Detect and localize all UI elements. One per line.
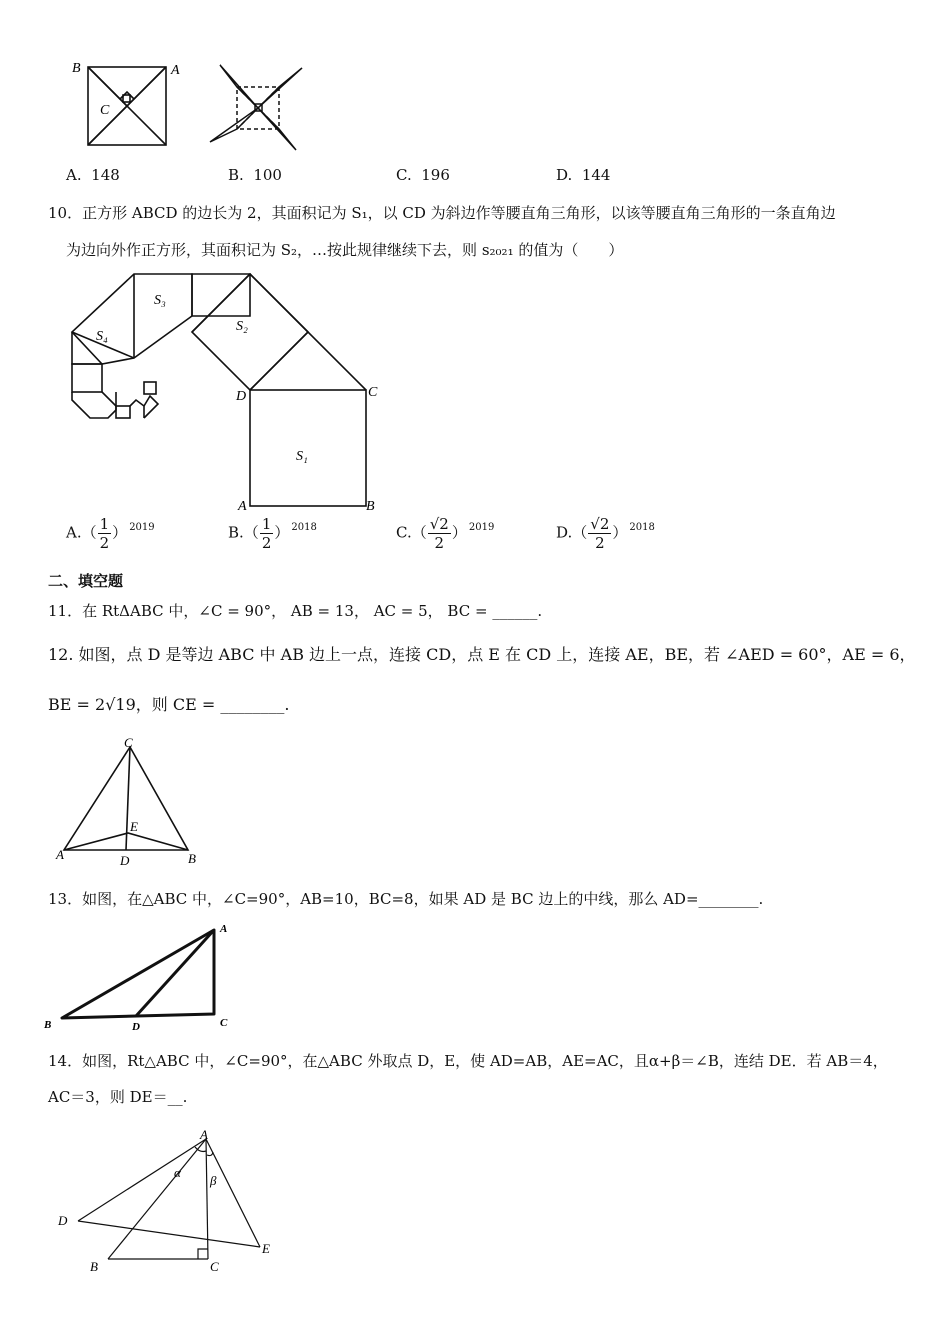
q9-figure-square (60, 55, 190, 155)
q14-figure (50, 1125, 290, 1280)
q9-option-c[interactable]: C. 196 (396, 166, 450, 184)
q10-question-line1: 10．正方形 ABCD 的边长为 2，其面积记为 S₁，以 CD 为斜边作等腰直角三角形，以该等腰直角三角形的一条直角边 (48, 204, 836, 222)
q10-label-S1: S₁ (296, 449, 308, 464)
q10-option-a[interactable]: A.（ $\frac{1}{2}$ ） $^{2019}$ (66, 515, 155, 552)
q13-label-C: C (220, 1017, 228, 1029)
q12-label-E: E (130, 819, 138, 834)
section-heading: 二、填空题 (48, 572, 124, 590)
q12-label-A: A (56, 847, 64, 862)
q9-figure-pinwheel (200, 60, 310, 155)
q10-label-D: D (236, 389, 247, 404)
q10-option-c[interactable]: C.（ $\frac{√2}{2}$ ） $^{2019}$ (396, 515, 495, 552)
q13-label-B: B (44, 1019, 52, 1031)
q10-option-d[interactable]: D.（ $\frac{√2}{2}$ ） $^{2018}$ (556, 515, 655, 552)
q10-option-b[interactable]: B.（ $\frac{1}{2}$ ） $^{2018}$ (228, 515, 317, 552)
q13-label-D: D (132, 1021, 140, 1033)
q12-question-line2: BE = 2√19，则 CE = ________. (48, 695, 290, 714)
q12-label-B: B (188, 851, 196, 866)
q13-question: 13．如图，在△ABC 中，∠C=90°，AB=10，BC=8，如果 AD 是 BC 边上的中线，那么 AD=________. (48, 890, 764, 908)
q10-label-S2: S₂ (236, 319, 248, 334)
q14-question-line1: 14．如图，Rt△ABC 中，∠C=90°，在△ABC 外取点 D，E，使 AD=AB，AE=AC，且α+β＝∠B，连结 DE．若 AB＝4， (48, 1052, 888, 1070)
q14-label-C: C (210, 1259, 219, 1274)
q11-question: 11．在 RtΔABC 中，∠C = 90°， AB = 13， AC = 5， BC = ______. (48, 602, 543, 620)
q9-option-b[interactable]: B. 100 (228, 166, 282, 184)
q9-option-d[interactable]: D. 144 (556, 166, 611, 184)
q14-label-D: D (58, 1213, 68, 1228)
q9-option-a[interactable]: A. 148 (66, 166, 120, 184)
q12-question-line1: 12. 如图，点 D 是等边 ABC 中 AB 边上一点，连接 CD，点 E 在 CD 上，连接 AE，BE，若 ∠AED = 60°，AE = 6， (48, 645, 916, 664)
q12-label-C: C (124, 735, 133, 750)
q14-question-line2: AC＝3，则 DE＝__. (48, 1088, 188, 1106)
q9-label-A: A (171, 63, 180, 78)
q10-option-c-fraction: $\frac{√2}{2}$ (429, 515, 449, 552)
q10-options (66, 515, 926, 565)
q10-option-b-fraction: $\frac{1}{2}$ (261, 515, 272, 552)
q14-label-alpha: α (174, 1165, 181, 1180)
q10-question-line2: 为边向外作正方形，其面积记为 S₂，…按此规律继续下去，则 s₂₀₂₁ 的值为（ ） (66, 241, 624, 259)
q9-options (66, 166, 926, 186)
q13-figure (40, 920, 240, 1035)
q10-label-S3: S₃ (154, 293, 166, 308)
q13-label-A: A (220, 923, 228, 935)
q14-label-E: E (262, 1241, 270, 1256)
q10-option-a-fraction: $\frac{1}{2}$ (99, 515, 110, 552)
q10-label-A: A (238, 499, 247, 514)
q9-label-B: B (72, 61, 81, 76)
q10-label-B: B (366, 499, 375, 514)
q12-label-D: D (120, 853, 130, 867)
q14-label-A: A (200, 1127, 208, 1142)
q10-figure (60, 268, 390, 516)
q10-label-S4: S₄ (96, 329, 108, 344)
q14-label-beta: β (210, 1173, 217, 1188)
q10-label-C: C (368, 385, 378, 400)
q14-label-B: B (90, 1259, 98, 1274)
q10-option-d-fraction: $\frac{√2}{2}$ (590, 515, 610, 552)
q9-label-C: C (100, 103, 110, 118)
q12-figure (50, 735, 210, 867)
